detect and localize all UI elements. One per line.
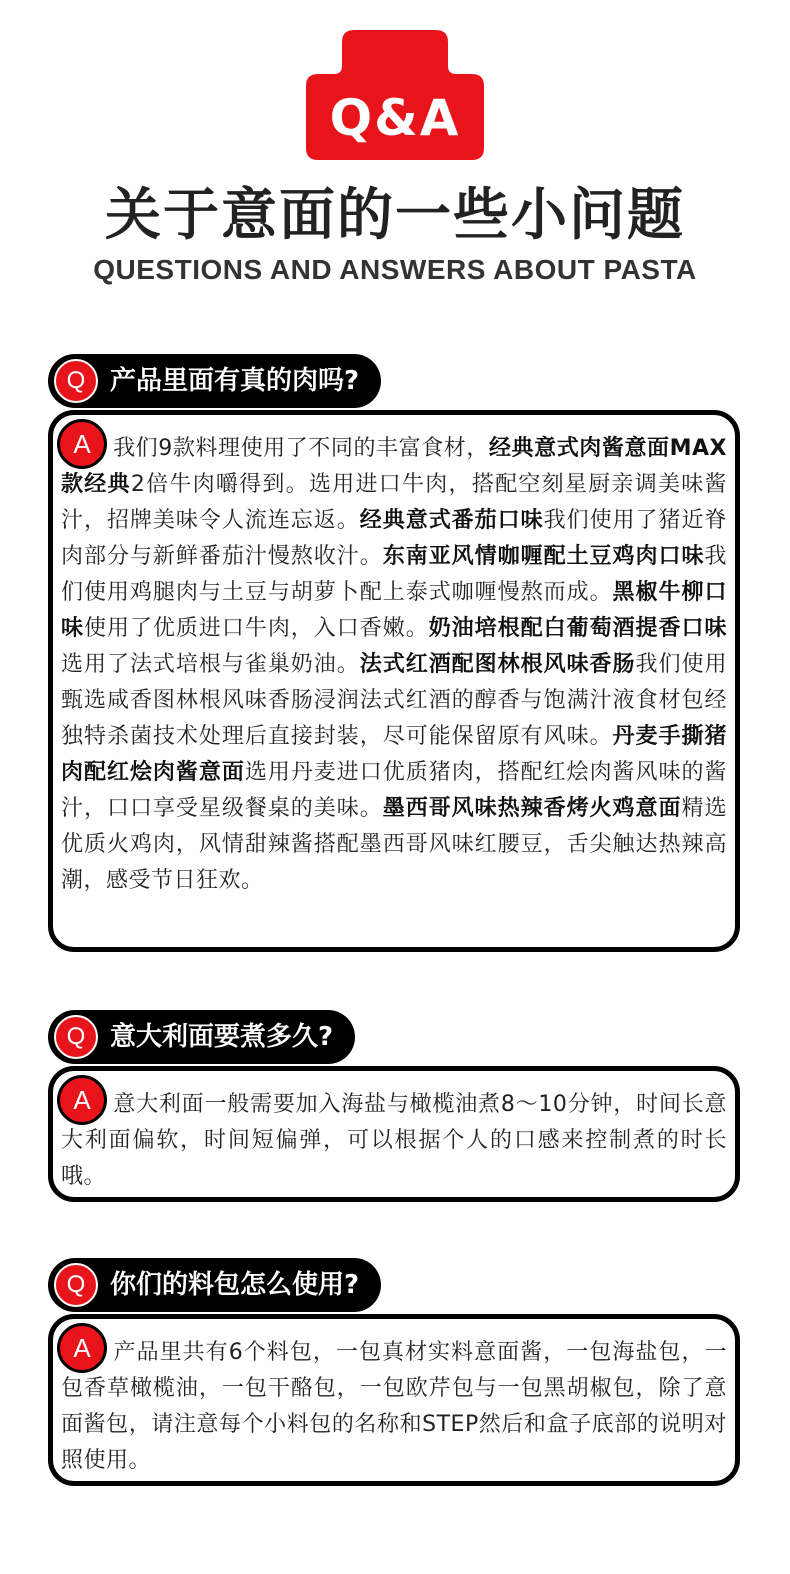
answer-run: 精选优质火鸡肉，风情甜辣酱搭配墨西哥风味红腰豆，舌尖触达热辣高潮，感受节日狂欢。 — [61, 796, 727, 893]
answer-run: 2倍牛肉嚼得到。选用进口牛肉，搭配空刻星厨亲调美味酱汁，招牌美味令人流连忘返。 — [61, 472, 727, 533]
question-text: 你们的料包怎么使用? — [110, 1270, 360, 1300]
answer-run: 选用丹麦进口优质猪肉，搭配红烩肉酱风味的酱汁，口口享受星级餐桌的美味。 — [61, 760, 727, 821]
a-badge: A — [57, 1075, 107, 1125]
answer-run: 意大利面一般需要加入海盐与橄榄油煮8～10分钟，时间长意大利面偏软，时间短偏弹，可以根据个人的口感来控制煮的时长哦。 — [61, 1092, 727, 1189]
qa-section-2 — [48, 1010, 740, 1204]
answer-run: 使用了优质进口牛肉，入口香嫩。 — [83, 616, 429, 641]
answer-highlight: 法式红酒配图林根风味香肠 — [359, 652, 636, 677]
a-badge: A — [57, 419, 107, 469]
answer-run: 我们使用甄选咸香图林根风味香肠浸润法式红酒的醇香与饱满汁液食材包经独特杀菌技术处理后直接封装，尽可能保留原有风味。 — [61, 652, 727, 749]
question-text: 产品里面有真的肉吗? — [110, 366, 360, 396]
answer-run: 产品里共有6个料包，一包真材实料意面酱，一包海盐包，一包香草橄榄油，一包干酪包，一包欧芹包与一包黑胡椒包，除了意面酱包，请注意每个小料包的名称和STEP然后和盒子底部的说明对照使用。 — [61, 1340, 727, 1473]
answer-highlight: 墨西哥风味热辣香烤火鸡意面 — [382, 796, 682, 821]
answer-text — [53, 1071, 735, 1205]
answer-box — [48, 1314, 740, 1486]
answer-highlight: 经典意式番茄口味 — [359, 508, 544, 533]
answer-run: 我们使用了猪近脊肉部分与新鲜番茄汁慢熬收汁。 — [61, 508, 727, 569]
answer-run: 我们9款料理使用了不同的丰富食材， — [113, 436, 489, 461]
qa-section-1 — [48, 354, 740, 954]
answer-highlight: 经典意式肉酱意面MAX款经典 — [61, 436, 727, 497]
question-pill — [48, 354, 381, 408]
page-subtitle: QUESTIONS AND ANSWERS ABOUT PASTA — [93, 254, 697, 285]
answer-box — [48, 1066, 740, 1202]
answer-box — [48, 410, 740, 952]
question-pill — [48, 1258, 381, 1312]
q-badge: Q — [54, 1263, 98, 1307]
q-badge: Q — [54, 359, 98, 403]
page-title: 关于意面的一些小问题 — [105, 183, 685, 248]
question-pill — [48, 1010, 355, 1064]
answer-text — [53, 1319, 735, 1489]
answer-highlight: 丹麦手撕猪肉配红烩肉酱意面 — [61, 724, 727, 785]
qa-logo — [306, 30, 484, 160]
qa-section-3 — [48, 1258, 740, 1488]
answer-highlight: 奶油培根配白葡萄酒提香口味 — [428, 616, 727, 641]
q-badge: Q — [54, 1015, 98, 1059]
a-badge: A — [57, 1323, 107, 1373]
logo-text: Q&A — [329, 89, 461, 147]
answer-highlight: 东南亚风情咖喱配土豆鸡肉口味 — [382, 544, 705, 569]
answer-text — [53, 415, 735, 909]
answer-highlight: 黑椒牛柳口味 — [61, 580, 727, 641]
question-text: 意大利面要煮多久? — [110, 1022, 334, 1052]
answer-run: 我们使用鸡腿肉与土豆与胡萝卜配上泰式咖喱慢熬而成。 — [61, 544, 727, 605]
answer-run: 选用了法式培根与雀巢奶油。 — [61, 652, 360, 677]
